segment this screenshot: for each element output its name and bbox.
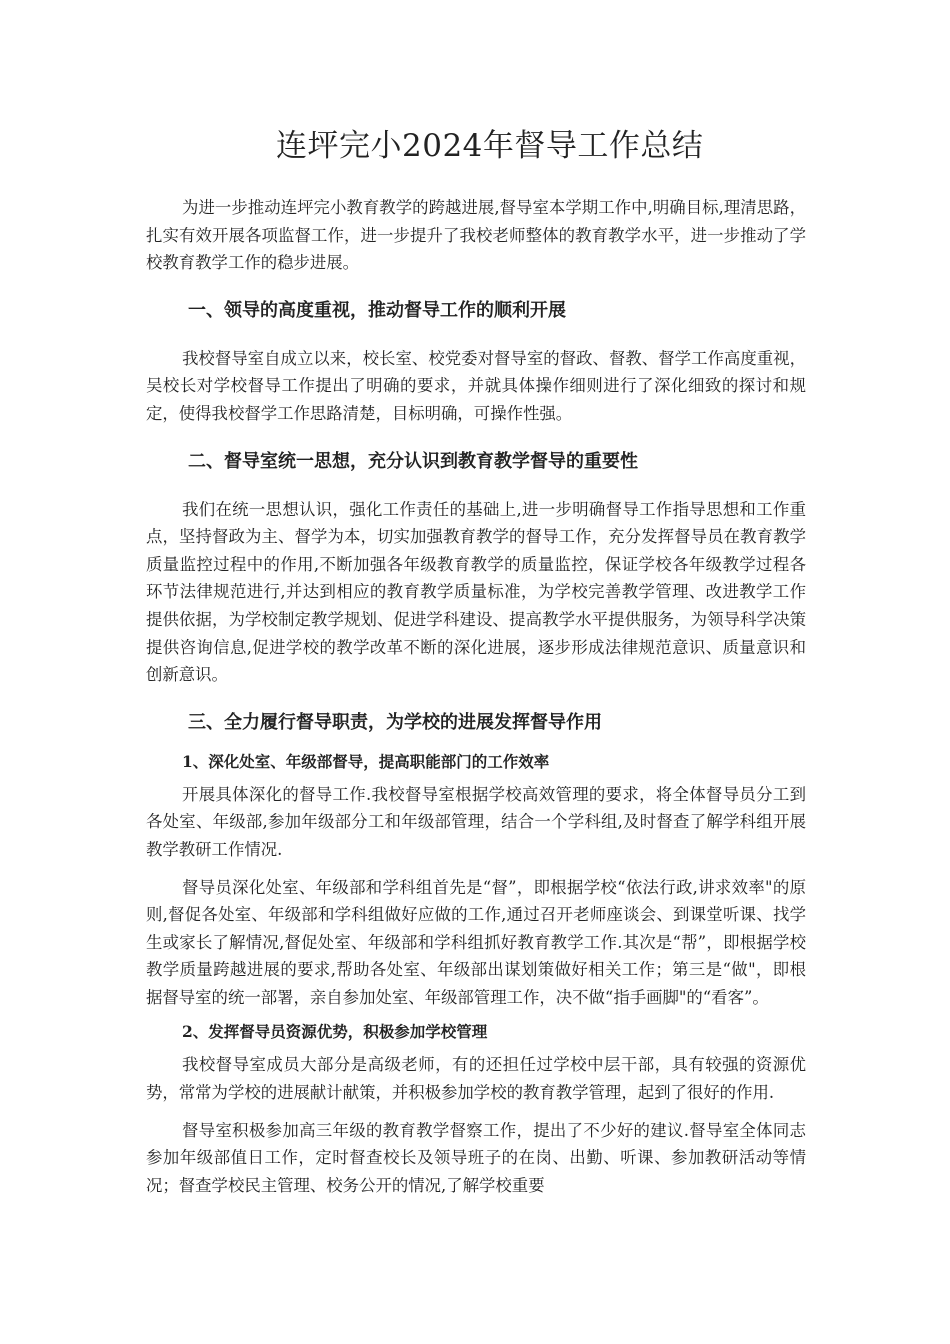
intro-paragraph: 为进一步推动连坪完小教育教学的跨越进展,督导室本学期工作中,明确目标,理清思路，扎实有效开展各项监督工作，进一步提升了我校老师整体的教育教学水平，进一步推动了学校教育教学工作的稳步进展。 <box>146 198 806 273</box>
subsection-1-paragraph-1: 开展具体深化的督导工作.我校督导室根据学校高效管理的要求，将全体督导员分工到各处室、年级部,参加年级部分工和年级部管理，结合一个学科组,及时督查了解学科组开展教学教研工作情况. <box>146 784 806 859</box>
section-1-paragraph: 我校督导室自成立以来，校长室、校党委对督导室的督政、督教、督学工作高度重视，吴校长对学校督导工作提出了明确的要求，并就具体操作细则进行了深化细致的探讨和规定，使得我校督学工作思路清楚，目标明确，可操作性强。 <box>146 348 806 423</box>
section-2-paragraph: 我们在统一思想认识，强化工作责任的基础上,进一步明确督导工作指导思想和工作重点，坚持督政为主、督学为本，切实加强教育教学的督导工作，充分发挥督导员在教育教学质量监控过程中的作用,不断加强各年级教育教学的质量监控，保证学校各年级教学过程各环节法律规范进行,并达到相应的教育教学质量标准，为学校完善教学管理、改进教学工作提供依据，为学校制定教学规划、促进学科建设、提高教学水平提供服务，为领导科学决策提供咨询信息,促进学校的教学改革不断的深化进展，逐步形成法律规范意识、质量意识和创新意识。 <box>146 499 806 685</box>
document-page <box>146 120 806 1199</box>
section-2-heading: 二、督导室统一思想，充分认识到教育教学督导的重要性 <box>188 450 638 472</box>
subsection-2-paragraph-2: 督导室积极参加高三年级的教育教学督察工作，提出了不少好的建议.督导室全体同志参加年级部值日工作，定时督查校长及领导班子的在岗、出勤、听课、参加教研活动等情况；督查学校民主管理、校务公开的情况,了解学校重要 <box>146 1120 806 1195</box>
subsection-1-paragraph-2: 督导员深化处室、年级部和学科组首先是“督”，即根据学校“依法行政,讲求效率"的原则,督促各处室、年级部和学科组做好应做的工作,通过召开老师座谈会、到课堂听课、找学生或家长了解情况,督促处室、年级部和学科组抓好教育教学工作.其次是“帮”，即根据学校教学质量跨越进展的要求,帮助各处室、年级部出谋划策做好相关工作；第三是“做"，即根据督导室的统一部署，亲自参加处室、年级部管理工作，决不做“指手画脚"的“看客”。 <box>146 877 806 1007</box>
subsection-1-heading: 1、深化处室、年级部督导，提高职能部门的工作效率 <box>182 751 550 771</box>
section-1-heading: 一、领导的高度重视，推动督导工作的顺利开展 <box>188 299 566 321</box>
subsection-2-heading: 2、发挥督导员资源优势，积极参加学校管理 <box>182 1022 488 1042</box>
section-3-heading: 三、全力履行督导职责，为学校的进展发挥督导作用 <box>188 711 602 733</box>
document-title: 连坪完小2024年督导工作总结 <box>276 128 704 164</box>
subsection-2-paragraph-1: 我校督导室成员大部分是高级老师，有的还担任过学校中层干部，具有较强的资源优势，常常为学校的进展献计献策，并积极参加学校的教育教学管理，起到了很好的作用. <box>146 1055 806 1103</box>
